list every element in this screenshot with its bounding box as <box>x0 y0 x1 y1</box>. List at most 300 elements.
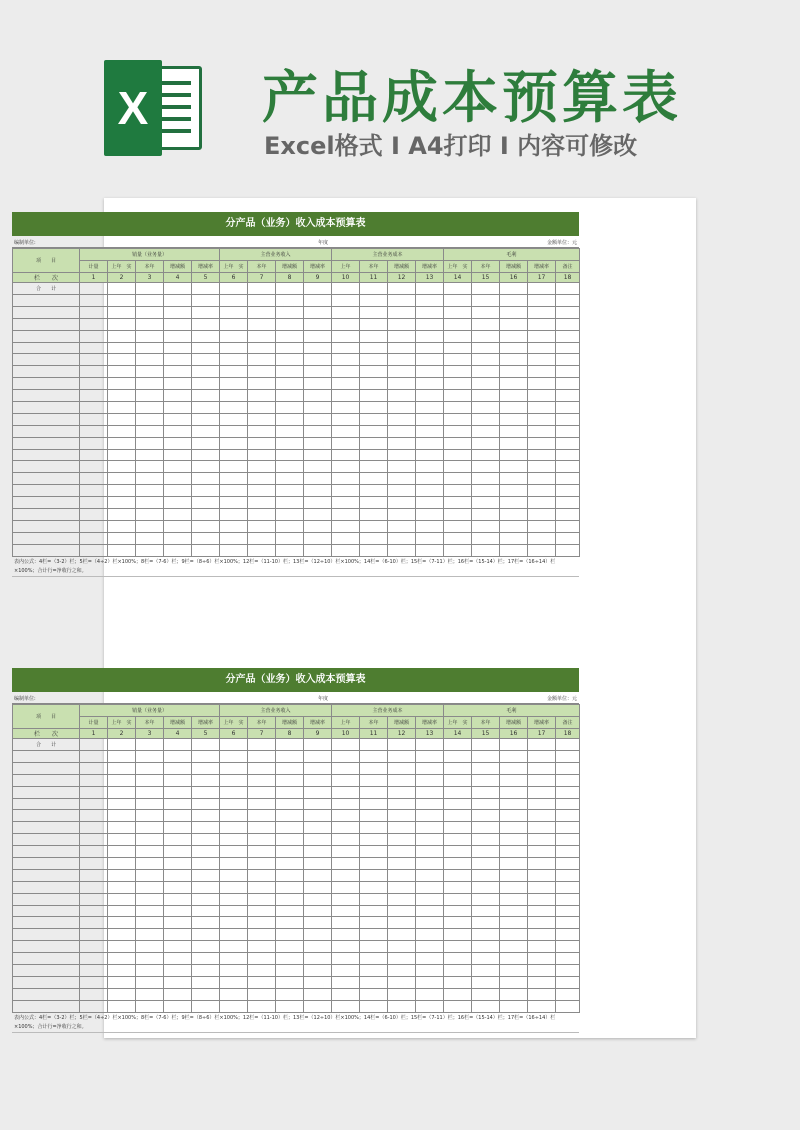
table-cell[interactable] <box>192 965 220 977</box>
table-cell[interactable] <box>500 318 528 330</box>
table-cell[interactable] <box>192 485 220 497</box>
table-cell[interactable] <box>164 295 192 307</box>
table-cell[interactable] <box>164 762 192 774</box>
table-cell[interactable] <box>276 520 304 532</box>
table-cell[interactable] <box>416 461 444 473</box>
table-cell[interactable] <box>416 342 444 354</box>
table-cell[interactable] <box>360 798 388 810</box>
table-cell[interactable] <box>248 295 276 307</box>
table-cell[interactable] <box>276 834 304 846</box>
table-cell[interactable] <box>556 810 580 822</box>
table-cell[interactable] <box>388 354 416 366</box>
table-cell[interactable] <box>108 751 136 763</box>
table-cell[interactable] <box>108 846 136 858</box>
table-cell[interactable] <box>276 461 304 473</box>
table-cell[interactable] <box>220 846 248 858</box>
table-cell[interactable] <box>164 532 192 544</box>
table-cell[interactable] <box>304 509 332 521</box>
table-cell[interactable] <box>528 786 556 798</box>
table-cell[interactable] <box>444 449 472 461</box>
table-cell[interactable] <box>528 858 556 870</box>
table-cell[interactable] <box>136 810 164 822</box>
table-cell[interactable] <box>444 917 472 929</box>
table-cell[interactable] <box>80 509 108 521</box>
table-cell[interactable] <box>332 413 360 425</box>
table-cell[interactable] <box>136 354 164 366</box>
table-row[interactable] <box>13 342 580 354</box>
table-cell[interactable] <box>528 881 556 893</box>
table-cell[interactable] <box>248 354 276 366</box>
table-cell[interactable] <box>360 544 388 556</box>
table-cell[interactable] <box>528 485 556 497</box>
table-cell[interactable] <box>388 834 416 846</box>
table-cell[interactable] <box>472 869 500 881</box>
table-cell[interactable] <box>556 798 580 810</box>
table-cell[interactable] <box>80 306 108 318</box>
table-row[interactable] <box>13 929 580 941</box>
table-row[interactable] <box>13 532 580 544</box>
table-cell[interactable] <box>416 917 444 929</box>
table-cell[interactable] <box>80 520 108 532</box>
table-cell[interactable] <box>80 1000 108 1012</box>
table-cell[interactable] <box>556 976 580 988</box>
table-cell[interactable] <box>304 858 332 870</box>
table-cell[interactable] <box>192 798 220 810</box>
table-cell[interactable] <box>556 295 580 307</box>
table-row[interactable] <box>13 941 580 953</box>
table-cell[interactable] <box>332 295 360 307</box>
table-cell[interactable] <box>416 402 444 414</box>
table-cell[interactable] <box>192 917 220 929</box>
table-cell[interactable] <box>13 810 80 822</box>
table-row[interactable] <box>13 917 580 929</box>
table-cell[interactable] <box>416 520 444 532</box>
table-row[interactable] <box>13 762 580 774</box>
table-cell[interactable] <box>80 295 108 307</box>
table-cell[interactable] <box>276 846 304 858</box>
table-cell[interactable] <box>388 869 416 881</box>
table-cell[interactable] <box>472 834 500 846</box>
table-cell[interactable] <box>248 869 276 881</box>
table-cell[interactable] <box>304 497 332 509</box>
table-cell[interactable] <box>220 378 248 390</box>
table-cell[interactable] <box>472 976 500 988</box>
table-cell[interactable] <box>332 881 360 893</box>
table-cell[interactable] <box>80 858 108 870</box>
table-cell[interactable] <box>332 509 360 521</box>
table-cell[interactable] <box>192 318 220 330</box>
table-cell[interactable] <box>192 497 220 509</box>
table-cell[interactable] <box>80 893 108 905</box>
table-cell[interactable] <box>444 822 472 834</box>
table-cell[interactable] <box>304 413 332 425</box>
table-cell[interactable] <box>360 762 388 774</box>
table-row[interactable] <box>13 834 580 846</box>
table-cell[interactable] <box>136 473 164 485</box>
table-cell[interactable] <box>108 893 136 905</box>
table-cell[interactable] <box>108 869 136 881</box>
table-cell[interactable] <box>304 846 332 858</box>
table-cell[interactable] <box>304 473 332 485</box>
table-cell[interactable] <box>192 306 220 318</box>
table-cell[interactable] <box>13 449 80 461</box>
table-cell[interactable] <box>556 1000 580 1012</box>
table-cell[interactable] <box>276 330 304 342</box>
table-cell[interactable] <box>416 318 444 330</box>
table-cell[interactable] <box>108 437 136 449</box>
table-cell[interactable] <box>220 834 248 846</box>
table-cell[interactable] <box>444 425 472 437</box>
table-row[interactable] <box>13 1000 580 1012</box>
table-cell[interactable] <box>388 402 416 414</box>
table-cell[interactable] <box>332 473 360 485</box>
table-cell[interactable] <box>108 342 136 354</box>
table-cell[interactable] <box>500 751 528 763</box>
table-cell[interactable] <box>444 988 472 1000</box>
table-cell[interactable] <box>13 413 80 425</box>
table-cell[interactable] <box>276 354 304 366</box>
table-cell[interactable] <box>192 751 220 763</box>
table-cell[interactable] <box>220 509 248 521</box>
table-cell[interactable] <box>360 497 388 509</box>
table-cell[interactable] <box>80 976 108 988</box>
table-row[interactable] <box>13 473 580 485</box>
table-cell[interactable] <box>444 485 472 497</box>
table-cell[interactable] <box>248 402 276 414</box>
table-cell[interactable] <box>360 520 388 532</box>
table-cell[interactable] <box>444 354 472 366</box>
table-cell[interactable] <box>13 905 80 917</box>
table-cell[interactable] <box>108 976 136 988</box>
table-cell[interactable] <box>416 497 444 509</box>
table-cell[interactable] <box>444 965 472 977</box>
table-cell[interactable] <box>192 449 220 461</box>
table-cell[interactable] <box>528 497 556 509</box>
table-cell[interactable] <box>416 786 444 798</box>
table-cell[interactable] <box>136 988 164 1000</box>
table-cell[interactable] <box>80 449 108 461</box>
table-cell[interactable] <box>248 437 276 449</box>
table-cell[interactable] <box>360 976 388 988</box>
table-cell[interactable] <box>13 917 80 929</box>
table-cell[interactable] <box>528 306 556 318</box>
table-cell[interactable] <box>332 366 360 378</box>
table-cell[interactable] <box>136 378 164 390</box>
table-cell[interactable] <box>500 461 528 473</box>
table-cell[interactable] <box>108 881 136 893</box>
table-cell[interactable] <box>80 544 108 556</box>
table-cell[interactable] <box>360 532 388 544</box>
table-cell[interactable] <box>472 786 500 798</box>
table-cell[interactable] <box>164 834 192 846</box>
table-cell[interactable] <box>220 485 248 497</box>
table-cell[interactable] <box>416 846 444 858</box>
table-cell[interactable] <box>136 366 164 378</box>
table-cell[interactable] <box>444 846 472 858</box>
table-cell[interactable] <box>136 774 164 786</box>
table-cell[interactable] <box>360 822 388 834</box>
table-cell[interactable] <box>500 941 528 953</box>
table-cell[interactable] <box>472 1000 500 1012</box>
table-cell[interactable] <box>444 953 472 965</box>
table-cell[interactable] <box>136 881 164 893</box>
table-cell[interactable] <box>304 953 332 965</box>
table-cell[interactable] <box>13 390 80 402</box>
table-cell[interactable] <box>164 306 192 318</box>
table-cell[interactable] <box>360 810 388 822</box>
table-cell[interactable] <box>248 318 276 330</box>
table-cell[interactable] <box>472 295 500 307</box>
table-cell[interactable] <box>80 366 108 378</box>
table-cell[interactable] <box>276 497 304 509</box>
table-cell[interactable] <box>304 786 332 798</box>
table-cell[interactable] <box>388 786 416 798</box>
table-cell[interactable] <box>13 846 80 858</box>
table-cell[interactable] <box>304 905 332 917</box>
table-cell[interactable] <box>360 774 388 786</box>
table-cell[interactable] <box>444 437 472 449</box>
table-cell[interactable] <box>248 810 276 822</box>
table-cell[interactable] <box>164 976 192 988</box>
table-cell[interactable] <box>444 1000 472 1012</box>
table-cell[interactable] <box>13 544 80 556</box>
table-cell[interactable] <box>248 917 276 929</box>
table-row[interactable] <box>13 497 580 509</box>
table-cell[interactable] <box>164 905 192 917</box>
table-cell[interactable] <box>248 941 276 953</box>
table-cell[interactable] <box>444 810 472 822</box>
table-cell[interactable] <box>556 366 580 378</box>
table-cell[interactable] <box>108 917 136 929</box>
table-cell[interactable] <box>332 306 360 318</box>
table-cell[interactable] <box>108 988 136 1000</box>
table-cell[interactable] <box>276 941 304 953</box>
table-cell[interactable] <box>304 330 332 342</box>
table-cell[interactable] <box>472 881 500 893</box>
table-cell[interactable] <box>388 532 416 544</box>
table-cell[interactable] <box>528 413 556 425</box>
table-cell[interactable] <box>304 941 332 953</box>
table-cell[interactable] <box>556 834 580 846</box>
table-cell[interactable] <box>136 834 164 846</box>
table-cell[interactable] <box>416 544 444 556</box>
table-cell[interactable] <box>360 306 388 318</box>
table-cell[interactable] <box>416 751 444 763</box>
table-row[interactable] <box>13 354 580 366</box>
table-cell[interactable] <box>472 330 500 342</box>
table-cell[interactable] <box>388 378 416 390</box>
table-cell[interactable] <box>444 318 472 330</box>
table-cell[interactable] <box>472 449 500 461</box>
table-cell[interactable] <box>304 976 332 988</box>
table-cell[interactable] <box>80 318 108 330</box>
table-cell[interactable] <box>500 929 528 941</box>
table-cell[interactable] <box>500 378 528 390</box>
table-cell[interactable] <box>248 822 276 834</box>
table-cell[interactable] <box>108 929 136 941</box>
table-cell[interactable] <box>192 520 220 532</box>
table-cell[interactable] <box>276 366 304 378</box>
table-cell[interactable] <box>528 774 556 786</box>
table-cell[interactable] <box>220 786 248 798</box>
table-cell[interactable] <box>388 929 416 941</box>
table-cell[interactable] <box>192 413 220 425</box>
table-cell[interactable] <box>332 520 360 532</box>
table-cell[interactable] <box>136 330 164 342</box>
table-cell[interactable] <box>304 449 332 461</box>
table-cell[interactable] <box>472 822 500 834</box>
table-cell[interactable] <box>444 295 472 307</box>
table-cell[interactable] <box>164 822 192 834</box>
table-cell[interactable] <box>388 822 416 834</box>
table-cell[interactable] <box>304 306 332 318</box>
table-cell[interactable] <box>332 544 360 556</box>
table-cell[interactable] <box>220 461 248 473</box>
table-cell[interactable] <box>13 834 80 846</box>
table-cell[interactable] <box>472 762 500 774</box>
table-cell[interactable] <box>13 366 80 378</box>
table-cell[interactable] <box>108 497 136 509</box>
table-cell[interactable] <box>500 330 528 342</box>
table-cell[interactable] <box>528 846 556 858</box>
table-cell[interactable] <box>416 390 444 402</box>
table-cell[interactable] <box>332 774 360 786</box>
table-cell[interactable] <box>220 330 248 342</box>
table-cell[interactable] <box>500 810 528 822</box>
table-cell[interactable] <box>276 869 304 881</box>
table-cell[interactable] <box>500 520 528 532</box>
table-row[interactable] <box>13 881 580 893</box>
table-row[interactable] <box>13 330 580 342</box>
table-cell[interactable] <box>472 509 500 521</box>
table-cell[interactable] <box>472 846 500 858</box>
table-cell[interactable] <box>192 473 220 485</box>
table-cell[interactable] <box>276 929 304 941</box>
table-cell[interactable] <box>388 774 416 786</box>
table-cell[interactable] <box>164 413 192 425</box>
table-cell[interactable] <box>192 437 220 449</box>
table-cell[interactable] <box>80 330 108 342</box>
table-cell[interactable] <box>13 437 80 449</box>
table-cell[interactable] <box>360 461 388 473</box>
table-cell[interactable] <box>248 965 276 977</box>
table-row[interactable] <box>13 318 580 330</box>
table-cell[interactable] <box>388 342 416 354</box>
table-cell[interactable] <box>416 485 444 497</box>
table-cell[interactable] <box>220 762 248 774</box>
table-cell[interactable] <box>416 869 444 881</box>
table-cell[interactable] <box>556 905 580 917</box>
table-cell[interactable] <box>248 846 276 858</box>
table-cell[interactable] <box>220 988 248 1000</box>
table-cell[interactable] <box>248 509 276 521</box>
table-cell[interactable] <box>360 917 388 929</box>
table-cell[interactable] <box>556 437 580 449</box>
table-cell[interactable] <box>556 929 580 941</box>
table-cell[interactable] <box>556 953 580 965</box>
table-cell[interactable] <box>276 390 304 402</box>
table-cell[interactable] <box>136 425 164 437</box>
table-cell[interactable] <box>108 449 136 461</box>
table-cell[interactable] <box>136 858 164 870</box>
table-cell[interactable] <box>472 988 500 1000</box>
table-cell[interactable] <box>444 786 472 798</box>
table-cell[interactable] <box>13 509 80 521</box>
table-cell[interactable] <box>556 342 580 354</box>
table-cell[interactable] <box>556 413 580 425</box>
table-cell[interactable] <box>360 881 388 893</box>
table-row[interactable] <box>13 378 580 390</box>
table-cell[interactable] <box>332 786 360 798</box>
table-cell[interactable] <box>248 929 276 941</box>
table-row[interactable] <box>13 520 580 532</box>
table-cell[interactable] <box>304 751 332 763</box>
table-cell[interactable] <box>360 905 388 917</box>
table-cell[interactable] <box>13 881 80 893</box>
table-cell[interactable] <box>556 402 580 414</box>
table-cell[interactable] <box>500 449 528 461</box>
table-cell[interactable] <box>80 834 108 846</box>
table-cell[interactable] <box>556 965 580 977</box>
table-cell[interactable] <box>164 1000 192 1012</box>
table-cell[interactable] <box>136 497 164 509</box>
table-cell[interactable] <box>528 461 556 473</box>
table-cell[interactable] <box>220 366 248 378</box>
table-cell[interactable] <box>136 532 164 544</box>
table-cell[interactable] <box>304 378 332 390</box>
table-cell[interactable] <box>332 390 360 402</box>
table-cell[interactable] <box>388 449 416 461</box>
table-cell[interactable] <box>220 858 248 870</box>
table-cell[interactable] <box>332 941 360 953</box>
table-cell[interactable] <box>13 929 80 941</box>
table-cell[interactable] <box>13 988 80 1000</box>
table-cell[interactable] <box>472 520 500 532</box>
table-cell[interactable] <box>192 858 220 870</box>
table-cell[interactable] <box>136 295 164 307</box>
table-cell[interactable] <box>220 473 248 485</box>
table-cell[interactable] <box>528 834 556 846</box>
table-cell[interactable] <box>388 976 416 988</box>
table-cell[interactable] <box>360 437 388 449</box>
table-cell[interactable] <box>360 965 388 977</box>
table-cell[interactable] <box>276 532 304 544</box>
table-cell[interactable] <box>416 810 444 822</box>
table-cell[interactable] <box>500 786 528 798</box>
table-cell[interactable] <box>528 354 556 366</box>
table-cell[interactable] <box>304 342 332 354</box>
table-row[interactable] <box>13 425 580 437</box>
table-cell[interactable] <box>80 342 108 354</box>
table-row[interactable] <box>13 751 580 763</box>
table-cell[interactable] <box>472 774 500 786</box>
table-cell[interactable] <box>164 751 192 763</box>
table-cell[interactable] <box>416 437 444 449</box>
table-cell[interactable] <box>164 858 192 870</box>
table-cell[interactable] <box>556 378 580 390</box>
table-cell[interactable] <box>192 988 220 1000</box>
table-cell[interactable] <box>416 330 444 342</box>
table-cell[interactable] <box>556 544 580 556</box>
table-cell[interactable] <box>136 953 164 965</box>
table-cell[interactable] <box>108 905 136 917</box>
table-cell[interactable] <box>164 917 192 929</box>
table-cell[interactable] <box>472 810 500 822</box>
table-cell[interactable] <box>360 953 388 965</box>
table-cell[interactable] <box>276 378 304 390</box>
table-cell[interactable] <box>276 509 304 521</box>
table-cell[interactable] <box>304 762 332 774</box>
